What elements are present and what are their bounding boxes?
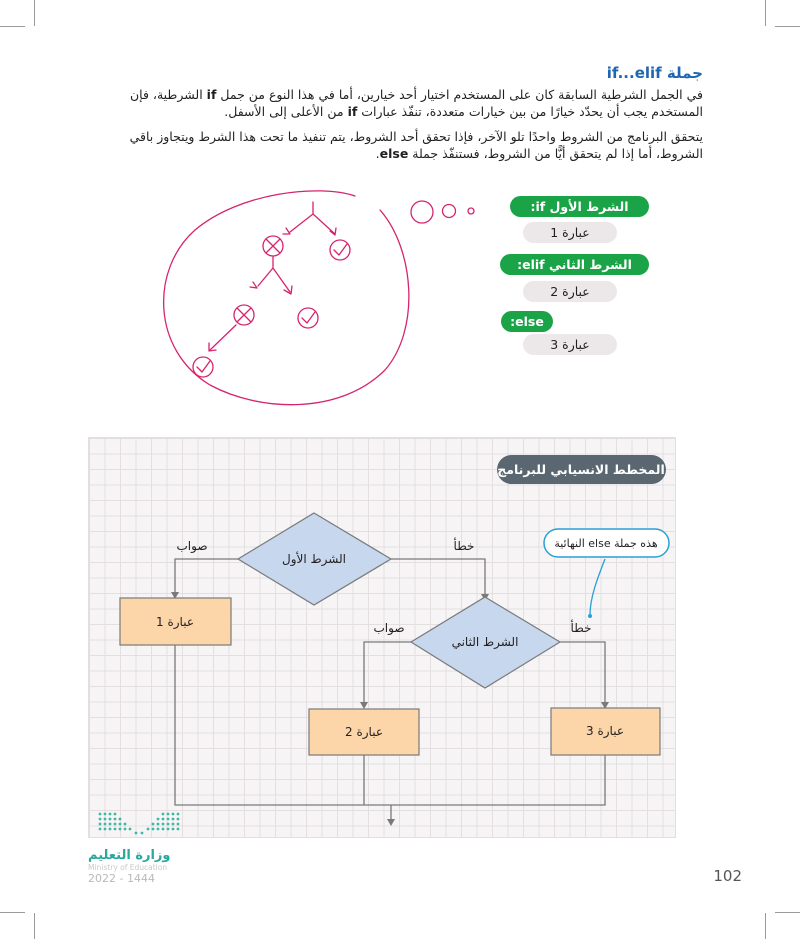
callout-dot bbox=[588, 614, 592, 618]
thought-bubble-outline bbox=[164, 191, 409, 405]
ministry-logo-icon bbox=[96, 810, 186, 838]
section-heading: جملة if...elif bbox=[606, 64, 703, 82]
statement-3-label: عبارة 3 bbox=[586, 724, 624, 738]
else-line-pill: else: bbox=[501, 311, 553, 332]
crop-mark bbox=[34, 0, 35, 26]
thought-bubble-dot bbox=[468, 208, 474, 214]
ministry-watermark bbox=[88, 848, 208, 885]
statement-2-pill: عبارة 2 bbox=[523, 281, 617, 302]
flow-connectors bbox=[175, 559, 605, 822]
crop-mark bbox=[765, 913, 766, 939]
explanation-paragraph bbox=[91, 128, 703, 162]
crop-mark bbox=[765, 0, 766, 26]
if-line-pill: الشرط الأول if: bbox=[510, 196, 649, 217]
keyword: if bbox=[347, 104, 358, 119]
condition-1-label: الشرط الأول bbox=[282, 552, 346, 566]
crop-mark bbox=[0, 26, 25, 27]
crop-mark bbox=[34, 913, 35, 939]
statement-1-pill: عبارة 1 bbox=[523, 222, 617, 243]
text-span: الشرطية، فإن المستخدم يجب أن يحدّد خيارًا من بين خيارات متعددة، تنفّذ عبارات bbox=[129, 87, 703, 119]
callout-pointer bbox=[590, 559, 605, 615]
false-label-2: خطأ bbox=[570, 621, 592, 635]
crop-mark bbox=[0, 912, 25, 913]
false-label-1: خطأ bbox=[453, 539, 475, 553]
statement-3-pill: عبارة 3 bbox=[523, 334, 617, 355]
intro-paragraph bbox=[91, 86, 703, 120]
ministry-name-arabic: وزارة التعليم bbox=[88, 848, 171, 863]
keyword: if bbox=[206, 87, 217, 102]
statement-2-label: عبارة 2 bbox=[345, 725, 383, 739]
flowchart-title: المخطط الانسيابي للبرنامج bbox=[497, 462, 665, 477]
text-span: . bbox=[375, 146, 380, 161]
true-label-1: صواب bbox=[176, 539, 208, 553]
crop-mark bbox=[775, 26, 800, 27]
statement-1-label: عبارة 1 bbox=[156, 615, 194, 629]
page-number: 102 bbox=[713, 867, 742, 885]
keyword: else bbox=[379, 146, 409, 161]
text-span: يتحقق البرنامج من الشروط واحدًا تلو الآخر، فإذا تحقق أحد الشروط، يتم تنفيذ ما تحت هذا الشرط ويتجاوز باقي الشروط، أما إذا لم يتحقق أيًّا من الشروط، فستنفّذ جملة bbox=[129, 129, 703, 161]
crop-mark bbox=[775, 912, 800, 913]
callout-text: هذه جملة else النهائية bbox=[554, 537, 658, 550]
text-span: من الأعلى إلى الأسفل. bbox=[224, 104, 348, 119]
edition-year: 2022 - 1444 bbox=[88, 872, 155, 885]
thought-bubble-dot bbox=[443, 205, 456, 218]
condition-2-label: الشرط الثاني bbox=[451, 635, 519, 649]
thought-bubble-dot bbox=[411, 201, 433, 223]
text-span: في الجمل الشرطية السابقة كان على المستخدم اختيار أحد خيارين، أما في هذا النوع من جمل bbox=[216, 87, 703, 102]
elif-line-pill: الشرط الثاني elif: bbox=[500, 254, 649, 275]
flowchart bbox=[88, 437, 674, 837]
decision-tree-sketch bbox=[140, 180, 500, 420]
ministry-name-english: Ministry of Education bbox=[88, 863, 168, 872]
true-label-2: صواب bbox=[373, 621, 405, 635]
